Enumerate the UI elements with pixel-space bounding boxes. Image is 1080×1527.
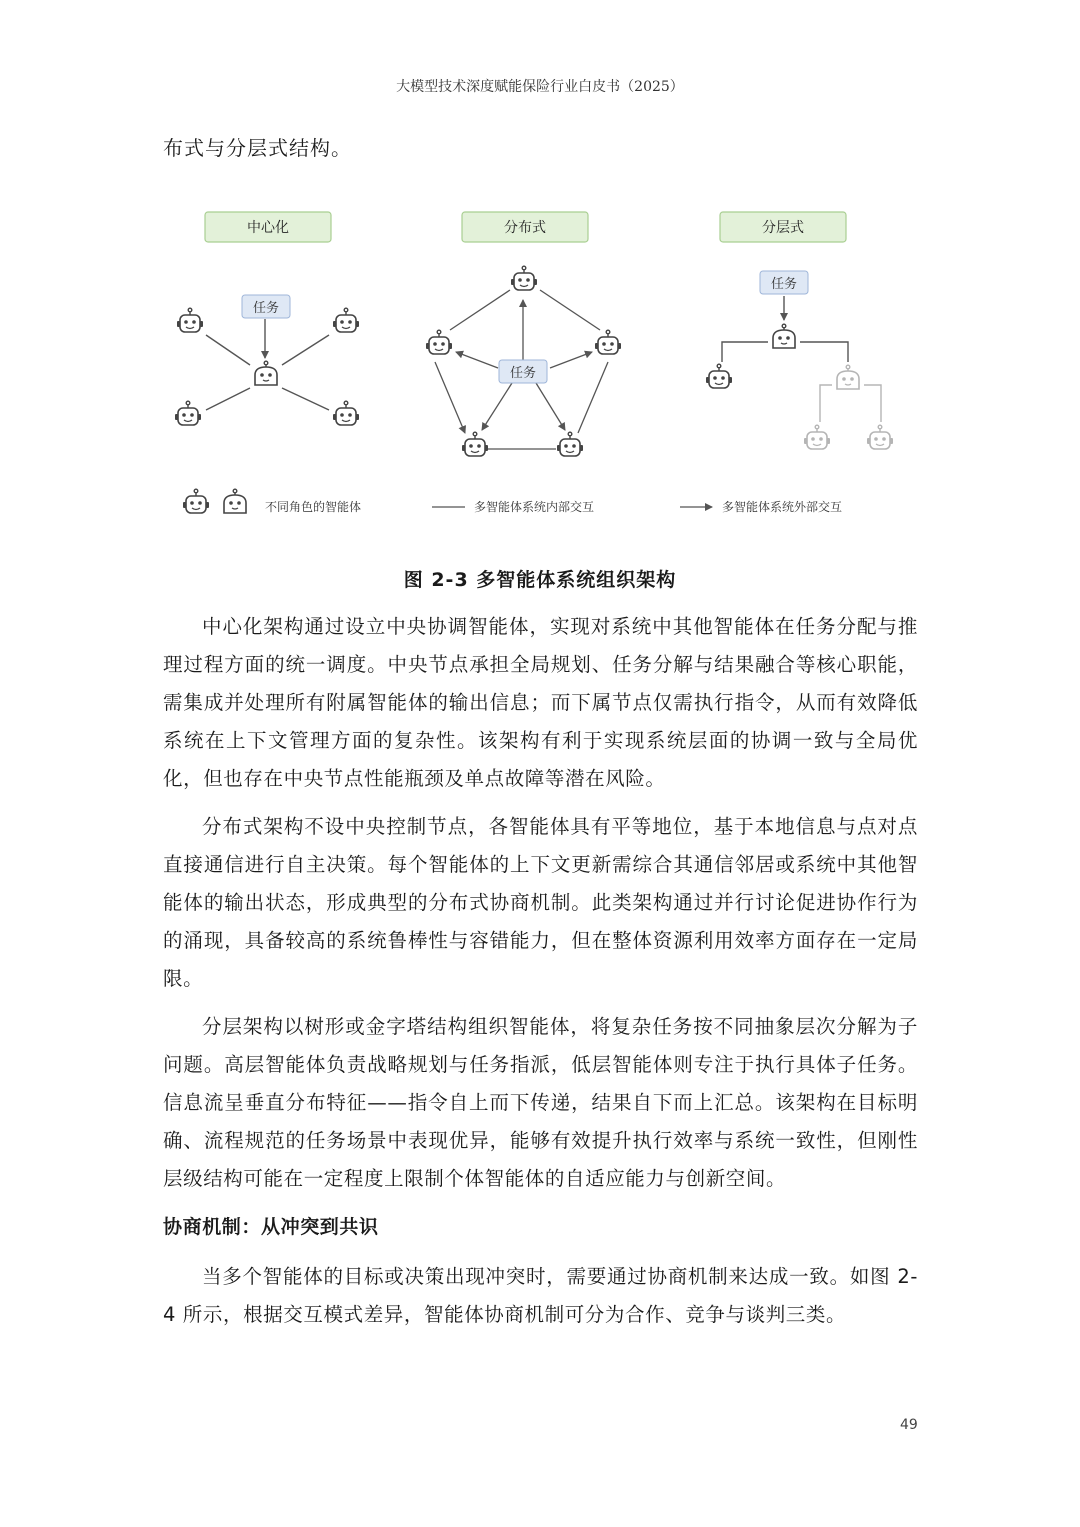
paragraph-distributed: 分布式架构不设中央控制节点，各智能体具有平等地位，基于本地信息与点对点直接通信进行自主决策。每个智能体的上下文更新需综合其通信邻居或系统中其他智能体的输出状态，形成典型的分布式协商机制。此类架构通过并行讨论促进协作行为的涌现，具备较高的系统鲁棒性与容错能力，但在整体资源利用效率方面存在一定局限。: [163, 815, 918, 990]
page-number: 49: [900, 1417, 918, 1433]
centralized-diagram: [175, 295, 359, 425]
hierarchical-diagram: [706, 271, 893, 449]
paragraph-negotiation: 当多个智能体的目标或决策出现冲突时，需要通过协商机制来达成一致。如图 2-4 所示，根据交互模式差异，智能体协商机制可分为合作、竞争与谈判三类。: [163, 1265, 918, 1326]
task-label: 任务: [509, 366, 537, 381]
figure-legend: [183, 489, 842, 514]
robot-agent-icon: [175, 401, 201, 425]
section-subheading: 协商机制：从冲突到共识: [163, 1216, 379, 1238]
panel-title-distributed: [462, 212, 588, 242]
robot-agent-icon: [462, 432, 488, 456]
panel-title-hierarchical: [720, 212, 846, 242]
panel-title-hierarchical-label: 分层式: [762, 220, 804, 236]
legend-agents-label: 不同角色的智能体: [265, 500, 362, 514]
paragraph-hierarchical: 分层架构以树形或金字塔结构组织智能体，将复杂任务按不同抽象层次分解为子问题。高层智能体负责战略规划与任务指派，低层智能体则专注于执行具体子任务。信息流呈垂直分布特征——指令自上而下传递，结果自下而上汇总。该架构在目标明确、流程规范的任务场景中表现优异，能够有效提升执行效率与系统一致性，但刚性层级结构可能在一定程度上限制个体智能体的自适应能力与创新空间。: [163, 1015, 918, 1190]
robot-agent-icon: [557, 432, 583, 456]
robot-agent-icon: [333, 401, 359, 425]
distributed-diagram: [426, 266, 621, 456]
robot-agent-icon: [511, 266, 537, 290]
legend-external-label: 多智能体系统外部交互: [722, 500, 843, 514]
robot-agent-icon: [177, 308, 203, 332]
task-box-hierarchical: [760, 271, 808, 294]
robot-agent-icon: [333, 308, 359, 332]
running-header: 大模型技术深度赋能保险行业白皮书（2025）: [396, 79, 684, 95]
architecture-figure: [160, 200, 920, 530]
legend-internal-label: 多智能体系统内部交互: [474, 500, 595, 514]
panel-title-centralized-label: 中心化: [247, 220, 289, 236]
task-label: 任务: [252, 301, 280, 316]
figure-caption: 图 2-3 多智能体系统组织架构: [403, 569, 677, 591]
robot-agent-alt-icon: [255, 361, 277, 385]
robot-agent-icon: [706, 364, 732, 388]
robot-agent-icon: [804, 425, 830, 449]
lead-line: 布式与分层式结构。: [163, 136, 352, 160]
robot-agent-alt-icon: [837, 365, 859, 389]
robot-agent-icon: [867, 425, 893, 449]
paragraph-centralized: 中心化架构通过设立中央协调智能体，实现对系统中其他智能体在任务分配与推理过程方面的统一调度。中央节点承担全局规划、任务分解与结果融合等核心职能，需集成并处理所有附属智能体的输出信息；而下属节点仅需执行指令，从而有效降低系统在上下文管理方面的复杂性。该架构有利于实现系统层面的协调一致与全局优化，但也存在中央节点性能瓶颈及单点故障等潜在风险。: [163, 615, 918, 790]
robot-agent-icon: [426, 330, 452, 354]
robot-agent-alt-icon: [773, 324, 795, 348]
robot-agent-icon: [183, 489, 209, 513]
task-label: 任务: [770, 277, 798, 292]
task-box-distributed: [499, 360, 547, 383]
robot-agent-icon: [595, 330, 621, 354]
panel-title-centralized: [205, 212, 331, 242]
robot-agent-alt-icon: [224, 489, 246, 513]
panel-title-distributed-label: 分布式: [504, 220, 546, 236]
task-box-centralized: [242, 295, 290, 318]
